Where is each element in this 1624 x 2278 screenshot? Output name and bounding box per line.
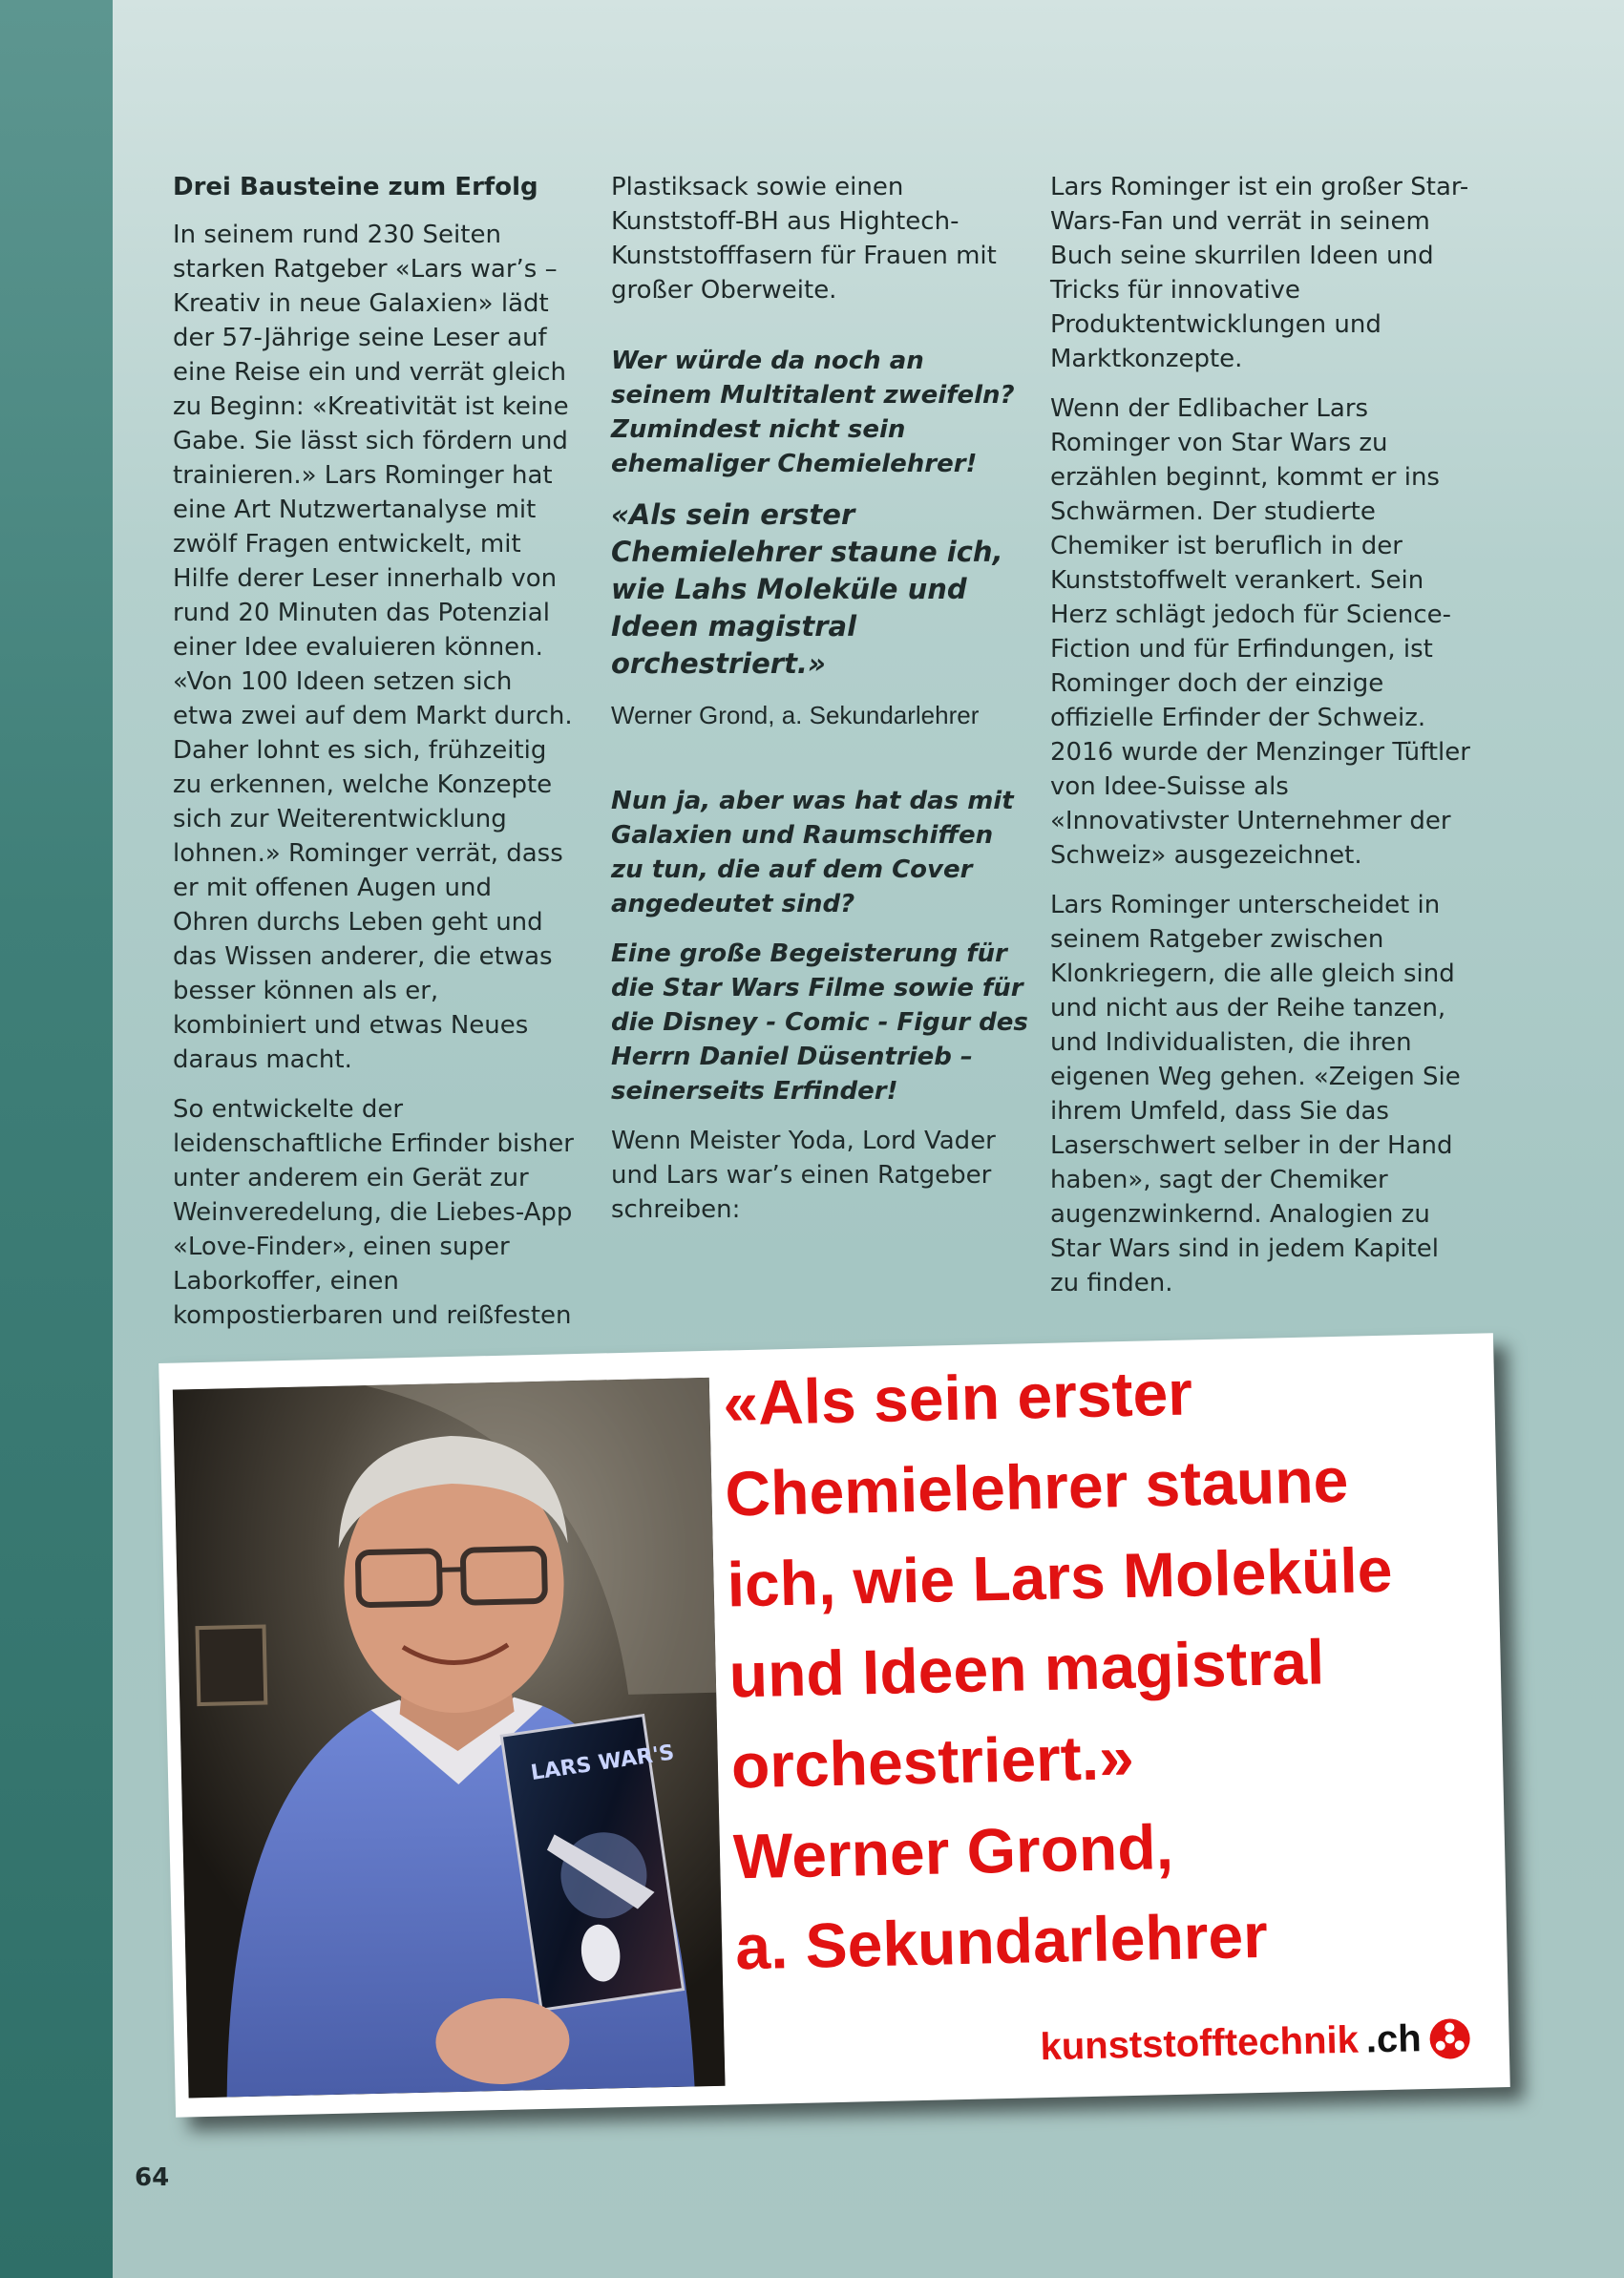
page-number: 64: [135, 2163, 170, 2192]
portrait-photo: [173, 1378, 726, 2099]
book-cover-title: LARS WAR'S: [529, 1740, 676, 1786]
column-3: [1050, 170, 1470, 1316]
column-1: [173, 170, 574, 1348]
interview-question: Nun ja, aber was hat das mit Galaxien und Raumschiffen zu tun, die auf dem Cover angedeutet sind?: [611, 787, 1014, 918]
kunststofftechnik-logo-icon: [1428, 2016, 1471, 2059]
paragraph: Lars Rominger unterscheidet in seinem Ratgeber zwischen Klonkriegern, die alle gleich sind und nicht aus der Reihe tanzen, und Individualisten, die ihren eigenen Weg gehen. «Zeigen Sie ihrem Umfeld, dass Sie das Laserschwert selber in der Hand haben», sagt der Chemiker augenzwinkernd. Analogien zu Star Wars sind in jedem Kapitel zu finden.: [1050, 891, 1461, 1297]
paragraph: Lars Rominger ist ein großer Star-Wars-Fan und verrät in seinem Buch seine skurrilen Ideen und Tricks für innovative Produktentwicklungen und Marktkonzepte.: [1050, 173, 1469, 373]
section-heading: Drei Bausteine zum Erfolg: [173, 173, 538, 201]
brand-name: kunststofftechnik: [1040, 2018, 1360, 2069]
paragraph: Plastiksack sowie einen Kunststoff-BH aus Hightech-Kunststofffasern für Frauen mit großer Oberweite.: [611, 173, 997, 305]
quote-line: «Als sein erster: [722, 1357, 1193, 1439]
quote-line: Chemielehrer staune: [724, 1444, 1350, 1529]
brand-tld: .ch: [1365, 2017, 1423, 2061]
left-color-strip: [0, 0, 113, 2278]
paragraph: In seinem rund 230 Seiten starken Ratgeber «Lars war’s – Kreativ in neue Galaxien» lädt der 57-Jährige seine Leser auf eine Reise ein und verrät gleich zu Beginn: «Kreativität ist keine Gabe. Sie lässt sich fördern und trainieren.» Lars Rominger hat eine Art Nutzwertanalyse mit zwölf Fragen entwickelt, mit Hilfe derer Leser innerhalb von rund 20 Minuten das Potenzial einer Idee evaluieren können. «Von 100 Ideen setzen sich etwa zwei auf dem Markt durch. Daher lohnt es sich, frühzeitig zu erkennen, welche Konzepte sich zur Weiterentwicklung lohnen.» Rominger verrät, dass er mit offenen Augen und Ohren durchs Leben geht und das Wissen anderer, die etwas besser können als er, kombiniert und etwas Neues daraus macht.: [173, 221, 573, 1074]
quote-line: und Ideen magistral: [728, 1626, 1325, 1711]
quote-card: [158, 1333, 1510, 2118]
quote-author: Werner Grond, a. Sekundarlehrer: [611, 701, 980, 729]
paragraph: So entwickelte der leidenschaftliche Erfinder bisher unter anderem ein Gerät zur Weinveredelung, die Liebes-App «Love-Finder», einen super Laborkoffer, einen kompostierbaren und reißfesten: [173, 1095, 574, 1330]
paragraph: Wenn Meister Yoda, Lord Vader und Lars war’s einen Ratgeber schreiben:: [611, 1127, 996, 1224]
interview-answer: Eine große Begeisterung für die Star Wars Filme sowie für die Disney - Comic - Figur des Herrn Daniel Düsentrieb – seinerseits Erfinder!: [611, 939, 1028, 1106]
interview-question: Wer würde da noch an seinem Multitalent zweifeln? Zumindest nicht sein ehemaliger Chemielehrer!: [611, 347, 1015, 478]
quote-line: orchestriert.»: [730, 1720, 1135, 1802]
large-quote: [722, 1341, 1490, 1993]
quote-line: a. Sekundarlehrer: [734, 1899, 1269, 1983]
brand-logo[interactable]: [1040, 2016, 1471, 2069]
paragraph: Wenn der Edlibacher Lars Rominger von Star Wars zu erzählen beginnt, kommt er ins Schwärmen. Der studierte Chemiker ist beruflich in der Kunststoffwelt verankert. Sein Herz schlägt jedoch für Science-Fiction und für Erfindungen, ist Rominger doch der einzige offizielle Erfinder der Schweiz. 2016 wurde der Menzinger Tüftler von Idee-Suisse als «Innovativster Unternehmer der Schweiz» ausgezeichnet.: [1050, 394, 1470, 870]
column-2: [611, 170, 1031, 1242]
pull-quote: «Als sein erster Chemielehrer staune ich, wie Lahs Moleküle und Ideen magistral orchestriert.»: [611, 498, 1003, 680]
quote-line: Werner Grond,: [732, 1810, 1174, 1892]
quote-line: ich, wie Lars Moleküle: [726, 1533, 1394, 1620]
